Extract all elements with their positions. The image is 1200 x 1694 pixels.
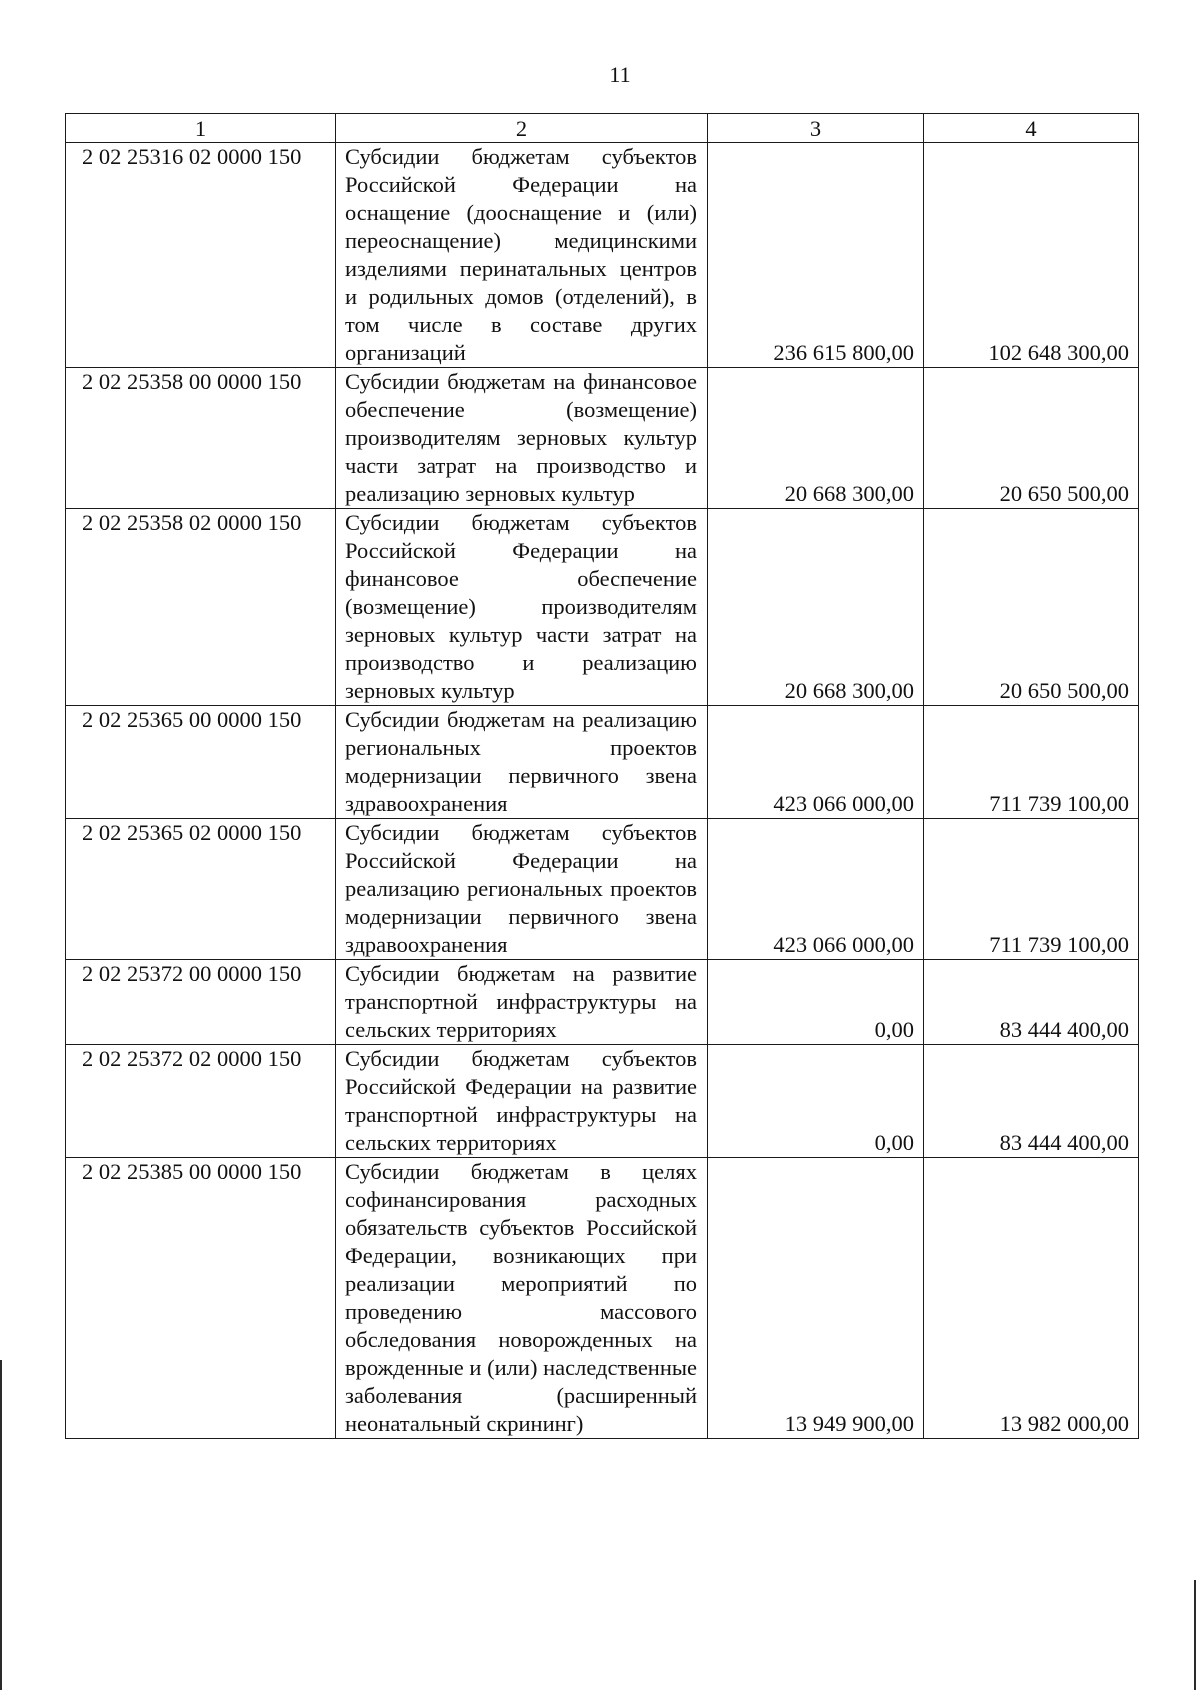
budget-table <box>65 113 1139 1439</box>
amount-col4-cell: 711 739 100,00 <box>924 819 1139 960</box>
budget-code-cell: 2 02 25365 00 0000 150 <box>66 706 336 819</box>
amount-col3-cell: 0,00 <box>708 960 924 1045</box>
column-header-4: 4 <box>924 114 1139 143</box>
column-header-1: 1 <box>66 114 336 143</box>
amount-col3-cell: 423 066 000,00 <box>708 819 924 960</box>
amount-col4-cell: 83 444 400,00 <box>924 1045 1139 1158</box>
subsidy-name-cell: Субсидии бюджетам субъектов Российской Федерации на оснащение (дооснащение и (или) переоснащение) медицинскими изделиями перинатальных центров и родильных домов (отделений), в том числе в составе других организаций <box>336 143 708 368</box>
table-row <box>66 960 1139 1045</box>
table-row <box>66 368 1139 509</box>
amount-col4-cell: 83 444 400,00 <box>924 960 1139 1045</box>
table-body <box>66 143 1139 1439</box>
table-row <box>66 509 1139 706</box>
column-header-3: 3 <box>708 114 924 143</box>
amount-col4-cell: 20 650 500,00 <box>924 509 1139 706</box>
table-row <box>66 819 1139 960</box>
budget-code-cell: 2 02 25316 02 0000 150 <box>66 143 336 368</box>
budget-code-cell: 2 02 25385 00 0000 150 <box>66 1158 336 1439</box>
amount-col4-cell: 13 982 000,00 <box>924 1158 1139 1439</box>
scan-edge-mark-left <box>0 1360 2 1690</box>
amount-col4-cell: 20 650 500,00 <box>924 368 1139 509</box>
budget-code-cell: 2 02 25372 00 0000 150 <box>66 960 336 1045</box>
subsidy-name-cell: Субсидии бюджетам субъектов Российской Федерации на финансовое обеспечение (возмещение) производителям зерновых культур части затрат на производство и реализацию зерновых культур <box>336 509 708 706</box>
table-row <box>66 1045 1139 1158</box>
budget-code-cell: 2 02 25365 02 0000 150 <box>66 819 336 960</box>
amount-col3-cell: 236 615 800,00 <box>708 143 924 368</box>
subsidy-name-cell: Субсидии бюджетам в целях софинансирования расходных обязательств субъектов Российской Федерации, возникающих при реализации мероприятий по проведению массового обследования новорожденных на врожденные и (или) наследственные заболевания (расширенный неонатальный скрининг) <box>336 1158 708 1439</box>
amount-col3-cell: 20 668 300,00 <box>708 509 924 706</box>
amount-col4-cell: 711 739 100,00 <box>924 706 1139 819</box>
scan-edge-mark-right <box>1194 1580 1196 1690</box>
budget-code-cell: 2 02 25358 00 0000 150 <box>66 368 336 509</box>
table-row <box>66 143 1139 368</box>
amount-col3-cell: 20 668 300,00 <box>708 368 924 509</box>
table-header <box>66 114 1139 143</box>
subsidy-name-cell: Субсидии бюджетам на развитие транспортной инфраструктуры на сельских территориях <box>336 960 708 1045</box>
amount-col3-cell: 423 066 000,00 <box>708 706 924 819</box>
subsidy-name-cell: Субсидии бюджетам на реализацию региональных проектов модернизации первичного звена здравоохранения <box>336 706 708 819</box>
subsidy-name-cell: Субсидии бюджетам на финансовое обеспечение (возмещение) производителям зерновых культур части затрат на производство и реализацию зерновых культур <box>336 368 708 509</box>
table-row <box>66 706 1139 819</box>
subsidy-name-cell: Субсидии бюджетам субъектов Российской Федерации на реализацию региональных проектов модернизации первичного звена здравоохранения <box>336 819 708 960</box>
budget-code-cell: 2 02 25358 02 0000 150 <box>66 509 336 706</box>
header-row <box>66 114 1139 143</box>
subsidy-name-cell: Субсидии бюджетам субъектов Российской Федерации на развитие транспортной инфраструктуры на сельских территориях <box>336 1045 708 1158</box>
amount-col4-cell: 102 648 300,00 <box>924 143 1139 368</box>
page-number: 11 <box>609 62 631 87</box>
amount-col3-cell: 13 949 900,00 <box>708 1158 924 1439</box>
table-row <box>66 1158 1139 1439</box>
budget-code-cell: 2 02 25372 02 0000 150 <box>66 1045 336 1158</box>
column-header-2: 2 <box>336 114 708 143</box>
amount-col3-cell: 0,00 <box>708 1045 924 1158</box>
